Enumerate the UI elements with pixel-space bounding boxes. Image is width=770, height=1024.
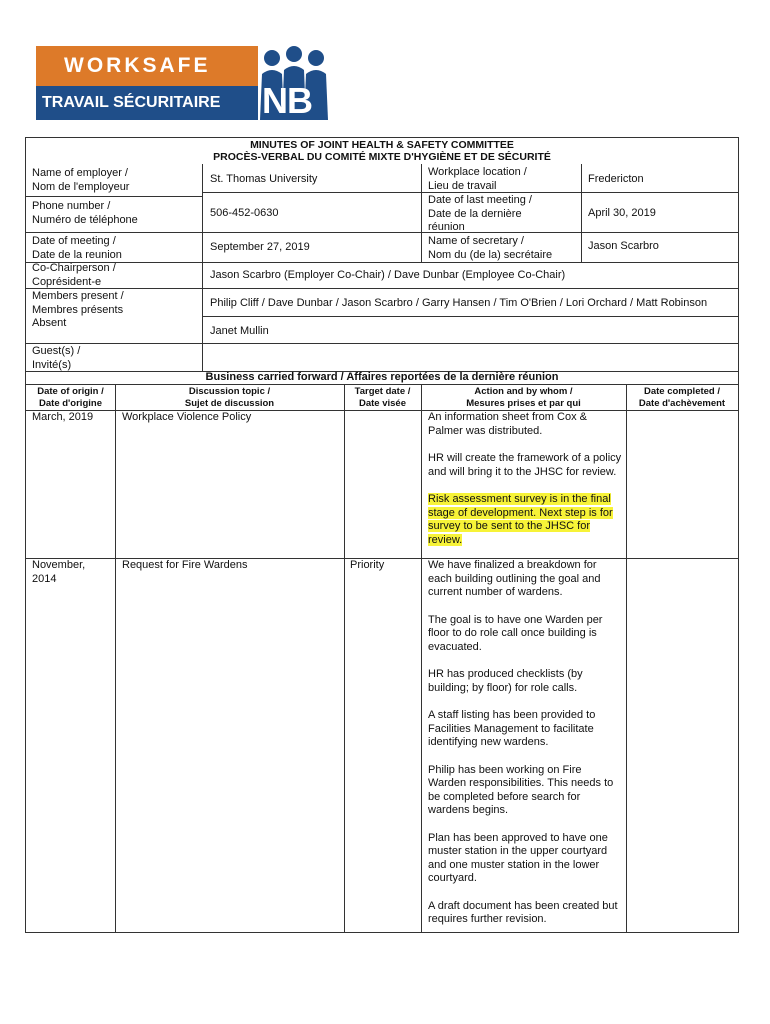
meeting-date-label-en: Date of meeting / bbox=[32, 235, 116, 247]
row1-origin: March, 2019 bbox=[32, 411, 94, 423]
last-meeting-label-fr-2: réunion bbox=[428, 221, 465, 233]
employer-label-fr: Nom de l'employeur bbox=[32, 180, 130, 193]
row2-action-para-5: Philip has been working on Fire Warden responsibilities. This needs to be completed before search for wardens begins. bbox=[428, 763, 614, 816]
col-header-completed-en: Date completed / bbox=[643, 386, 721, 397]
divider bbox=[581, 164, 582, 262]
last-meeting-label bbox=[428, 194, 532, 235]
row2-action-para-1: We have finalized a breakdown for each building outlining the goal and current number of wardens. bbox=[428, 559, 601, 598]
minutes-form bbox=[25, 137, 739, 933]
meeting-date-value: September 27, 2019 bbox=[210, 241, 310, 253]
col-header-target-fr: Date visée bbox=[358, 398, 406, 409]
divider bbox=[421, 384, 422, 932]
members-value: Philip Cliff / Dave Dunbar / Jason Scarbro / Garry Hansen / Tim O'Brien / Lori Orchard / Matt Robinson bbox=[210, 297, 708, 309]
absent-value: Janet Mullin bbox=[210, 325, 269, 337]
divider bbox=[26, 262, 738, 263]
location-value: Fredericton bbox=[588, 173, 644, 185]
col-header-origin-en: Date of origin / bbox=[37, 386, 104, 397]
business-section-title: Business carried forward / Affaires reportées de la dernière réunion bbox=[205, 371, 559, 383]
row2-target: Priority bbox=[350, 559, 385, 571]
divider bbox=[421, 164, 422, 262]
row2-topic: Request for Fire Wardens bbox=[122, 559, 248, 571]
col-header-completed-fr: Date d'achèvement bbox=[638, 398, 726, 409]
row2-action-para-4: A staff listing has been provided to Facilities Management to facilitate identifying new wardens. bbox=[428, 709, 596, 748]
guests-label bbox=[32, 345, 80, 372]
members-label-fr: Membres présents bbox=[32, 303, 124, 316]
guests-label-en: Guest(s) / bbox=[32, 345, 81, 357]
location-label-en: Workplace location / bbox=[428, 166, 527, 178]
divider bbox=[202, 316, 738, 317]
secretary-label-fr: Nom du (de la) secrétaire bbox=[428, 248, 553, 261]
col-header-topic-en: Discussion topic / bbox=[188, 386, 271, 397]
col-header-origin-fr: Date d'origine bbox=[39, 398, 102, 409]
col-header-action-fr: Mesures prises et par qui bbox=[466, 398, 581, 409]
cochair-label-fr: Coprésident-e bbox=[32, 275, 102, 288]
divider bbox=[344, 384, 345, 932]
row2-action-para-7: A draft document has been created but requires further revision. bbox=[428, 899, 618, 925]
row1-action bbox=[428, 411, 624, 547]
divider bbox=[26, 384, 738, 385]
row2-action-para-2: The goal is to have one Warden per floor to do role call once building is evacuated. bbox=[428, 613, 603, 653]
row2-action-para-6: Plan has been approved to have one muster station in the upper courtyard and one muster station in the lower courtyard. bbox=[428, 831, 608, 884]
last-meeting-label-fr: Date de la dernière bbox=[428, 207, 522, 220]
meeting-date-label bbox=[32, 235, 122, 262]
row2-action-para-3: HR has produced checklists (by building; by floor) for role calls. bbox=[428, 668, 583, 694]
logo-worksafe-text: WORKSAFE bbox=[36, 46, 258, 86]
col-header-topic bbox=[115, 386, 344, 410]
phone-value: 506-452-0630 bbox=[210, 207, 279, 219]
divider bbox=[202, 164, 203, 371]
col-header-topic-fr: Sujet de discussion bbox=[184, 398, 275, 409]
secretary-label bbox=[428, 235, 552, 262]
divider bbox=[26, 232, 738, 233]
form-title-en: MINUTES OF JOINT HEALTH & SAFETY COMMITTEE bbox=[250, 139, 514, 151]
row1-action-para-2: HR will create the framework of a policy and will bring it to the JHSC for review. bbox=[428, 452, 622, 478]
phone-label-en: Phone number / bbox=[32, 200, 111, 212]
guests-label-fr: Invité(s) bbox=[32, 358, 72, 371]
row1-action-para-1: An information sheet from Cox & Palmer was distributed. bbox=[428, 411, 587, 437]
members-label bbox=[32, 290, 124, 317]
last-meeting-label-en: Date of last meeting / bbox=[428, 194, 532, 206]
form-title-fr: PROCÈS-VERBAL DU COMITÉ MIXTE D'HYGIÈNE ET DE SÉCURITÉ bbox=[213, 151, 551, 163]
col-header-completed bbox=[626, 386, 738, 410]
row2-origin: November, 2014 bbox=[32, 559, 86, 585]
last-meeting-value: April 30, 2019 bbox=[588, 207, 656, 219]
members-label-en: Members present / bbox=[32, 290, 124, 302]
row2-action bbox=[428, 559, 620, 927]
location-label-fr: Lieu de travail bbox=[428, 179, 497, 192]
cochair-label-en: Co-Chairperson / bbox=[32, 262, 116, 274]
col-header-origin bbox=[26, 386, 115, 410]
location-label bbox=[428, 166, 527, 193]
highlighted-text: Risk assessment survey is in the final stage of development. Next step is for survey to be sent to the JHSC for review. bbox=[428, 493, 613, 546]
row1-topic: Workplace Violence Policy bbox=[122, 411, 252, 423]
phone-label bbox=[32, 200, 138, 227]
divider bbox=[26, 196, 202, 197]
cochair-label bbox=[32, 262, 116, 289]
meeting-date-label-fr: Date de la reunion bbox=[32, 248, 122, 261]
worksafe-logo bbox=[36, 46, 334, 120]
row1-action-para-3 bbox=[428, 493, 624, 547]
employer-value: St. Thomas University bbox=[210, 173, 318, 185]
col-header-target bbox=[344, 386, 421, 410]
col-header-target-en: Target date / bbox=[354, 386, 411, 397]
phone-label-fr: Numéro de téléphone bbox=[32, 213, 138, 226]
divider bbox=[26, 343, 738, 344]
divider bbox=[26, 288, 738, 289]
absent-label: Absent bbox=[32, 317, 67, 329]
divider bbox=[115, 384, 116, 932]
col-header-action-en: Action and by whom / bbox=[474, 386, 573, 397]
form-title bbox=[26, 138, 738, 163]
col-header-action bbox=[421, 386, 626, 410]
logo-travail-text: TRAVAIL SÉCURITAIRE bbox=[36, 86, 258, 120]
secretary-value: Jason Scarbro bbox=[588, 240, 659, 252]
employer-label-en: Name of employer / bbox=[32, 167, 128, 179]
employer-label bbox=[32, 167, 129, 194]
secretary-label-en: Name of secretary / bbox=[428, 235, 524, 247]
divider bbox=[626, 384, 627, 932]
logo-nb-text: NB bbox=[262, 80, 312, 121]
cochair-value: Jason Scarbro (Employer Co-Chair) / Dave Dunbar (Employee Co-Chair) bbox=[210, 269, 566, 281]
